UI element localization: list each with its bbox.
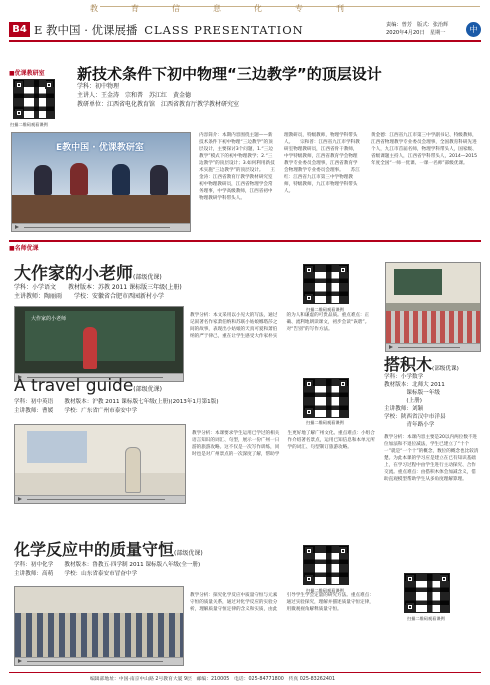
- lesson-meta: 学科：小学语文 教材版本：苏教 2011 课标版三年级(上册): [14, 284, 182, 291]
- article-title: 新技术条件下初中物理“三边教学”的顶层设计: [77, 65, 382, 83]
- play-icon[interactable]: [389, 345, 393, 349]
- qr-caption: 扫描二维码观看课例: [10, 122, 48, 127]
- video-banner: E教中国 · 优课教研室: [56, 143, 144, 153]
- lesson-meta: 学校：陕西省汉中市洋县: [384, 414, 446, 420]
- article-meta: [77, 82, 377, 109]
- page-number: B4: [9, 22, 30, 37]
- editor-line: 责编：曾芳 版式：张治辉: [386, 22, 449, 28]
- masthead-brand-en: CLASS PRESENTATION: [144, 23, 304, 37]
- play-icon[interactable]: [15, 225, 19, 229]
- play-icon[interactable]: [18, 659, 22, 663]
- lesson-meta-block: [384, 373, 480, 429]
- lesson-summary: 教学分析：本课要求学生运用已学过的相关语言知识的词汇、句型，展示一份广州一日游的旅游攻略。这不仅是一次写作训练，同时也是对广州景点的一次深度了解，帮助学生更好地了解广州文化。重点难点：小组合作介绍著名景点，运用已知信息和本单元所学的词汇、句型制订旅游攻略。: [192, 431, 375, 457]
- meta-line: 主讲人：王金涛 宗和普 苏江红 黄金德: [77, 92, 192, 99]
- lesson-meta: 青年路小学: [384, 422, 435, 428]
- meta-line: 学科：初中物理: [77, 83, 120, 90]
- teacher-figure: [83, 327, 97, 369]
- studio-desk: [12, 195, 191, 226]
- lesson-meta: 课标版一年级: [384, 390, 440, 396]
- play-icon[interactable]: [18, 497, 22, 501]
- banner-char: 刊: [336, 4, 344, 13]
- lesson-tag: (部级优课): [133, 386, 162, 393]
- video-controls[interactable]: [12, 223, 190, 231]
- qr-code[interactable]: [404, 573, 450, 613]
- lesson-title: [14, 376, 162, 396]
- video-player[interactable]: [385, 262, 481, 352]
- article-column: 内容简介：本期内容围绕主题——新技术条件下初中物理“三边教学”的顶层设计，主要探讨3个问题，1.“三边教学”模式下的初中物理教学；2.“三边教学”的顶层设计；3.如何利用新技术实施“三边教学”的顶层设计。 王金涛：江西省教育厅教学教材研究室初中物理教研员，江西省物理学会常务理事，中学高级教师，江西省初中物理教研学科带头人。: [199, 133, 275, 201]
- qr-caption: 扫描二维码观看课例: [306, 420, 344, 425]
- video-controls[interactable]: [386, 343, 480, 351]
- paper-logo-icon: [466, 22, 481, 37]
- lesson-summary: 教学分析：探究化学反应中质量守恒与元素守恒的质量关系，通过对化学反应的实验分析，理解质量守恒定律的含义和实质，由此引导学生学会定量的研究方法。重点难点：通过实验探究，理解并描述质量守恒定律，用微观视角解释质量守恒。: [190, 593, 374, 612]
- lesson-meta: 教材版本：北师大 2011: [384, 382, 445, 388]
- video-player[interactable]: [14, 586, 184, 666]
- qr-code[interactable]: [303, 264, 349, 304]
- lesson-tag: (部级优课): [432, 366, 459, 372]
- qr-caption: 扫描二维码观看课例: [306, 307, 344, 312]
- article-column: 理教研员，特级教师，物理学科带头人。 宗和普：江西省九江市学科教研室物理教研员，江西省骨干教师，中学特级教师，江西省教育学会物理教学专业委员会理事，江西省教育学会物理教学专业委员会理事。 苏江红：江西省九江市第三中学物理教师，特级教师，九江市物理学科带头人。: [284, 133, 360, 194]
- meta-line: 教研单位：江西省电化教育馆 江西省教育厅教学教材研究室: [77, 101, 240, 108]
- masthead-brand: E 教中国 · 优课展播: [34, 23, 138, 37]
- lesson-summary: 教学分析：本课内容主要是20以内两位数不进位加法和不退位减法，学生已建立了“十个一”就是“一个十”的概念，数位的概念也比较清楚。为此本课的学习应是建立在已有知识基础上，在学习过程中由学生进行主动探究、合作交流。重点难点：由搭积木体会加减含义，借助直观模型帮助学生从多角度理解算理。: [384, 435, 479, 482]
- lesson-meta: 学科：初中化学 教材版本：鲁教五·四学制 2011 课标版八年级(全一册): [14, 562, 201, 568]
- students-rows: [386, 311, 481, 346]
- lesson-meta: 主讲教师：刘颖: [384, 406, 424, 412]
- presenter: [34, 165, 52, 195]
- lesson-meta: 主讲教师：陶丽雨 学校：安徽省合肥市西园新村小学: [14, 293, 165, 300]
- banner-char: 信: [172, 4, 180, 13]
- progress-track[interactable]: [27, 499, 165, 500]
- students-rows: [15, 613, 184, 660]
- banner-char: 化: [254, 4, 262, 13]
- masthead-title: [34, 22, 304, 38]
- video-player[interactable]: [14, 306, 184, 382]
- lesson-title-text: 大作家的小老师: [14, 264, 133, 284]
- lesson-meta: 学科：初中英语 教材版本：沪教 2011 课标版七年级(上册)(2013年1月第1版): [14, 399, 219, 405]
- presenter: [150, 165, 168, 195]
- qr-caption: 扫描二维码观看课例: [306, 588, 344, 593]
- banner-char: 育: [131, 4, 139, 13]
- screen-board: [27, 431, 87, 463]
- banner-char: 教: [90, 4, 98, 13]
- chalkboard: [394, 269, 442, 295]
- video-controls[interactable]: [15, 495, 185, 503]
- logo-char: 中: [469, 25, 478, 34]
- masthead-rule: [9, 40, 481, 42]
- section-label: ■名师优课: [9, 245, 39, 252]
- teacher-figure: [125, 447, 141, 493]
- lesson-title: [14, 259, 162, 284]
- qr-code[interactable]: [303, 545, 349, 585]
- qr-code[interactable]: [13, 79, 55, 119]
- slide-text: 大作家的小老师: [31, 316, 67, 322]
- lesson-title-text: A travel guide: [14, 376, 134, 396]
- presenter: [70, 163, 88, 195]
- masthead: [9, 21, 481, 39]
- progress-track[interactable]: [24, 227, 170, 228]
- progress-track[interactable]: [398, 347, 460, 348]
- video-player[interactable]: [14, 424, 186, 504]
- progress-track[interactable]: [27, 661, 163, 662]
- lesson-tag: (部级优课): [174, 550, 203, 557]
- lesson-meta: (上册): [384, 398, 422, 404]
- video-controls[interactable]: [15, 657, 183, 665]
- qr-code[interactable]: [303, 378, 349, 418]
- footer-text: 编辑部地址：中国·南京中山路 2号教育大厦 9层 邮编：210005 电话：025-84771800 传真 025-83262401: [90, 677, 336, 682]
- lesson-title: [384, 352, 459, 375]
- issue-date: 2020年4月20日 星期一: [386, 30, 446, 36]
- lesson-summary: 教学分析：本文采用以小见大的写法，通过记叙著名作家萧伯纳和苏联小姑娘娜塔莎之间的故事，表现出小姑娘的天真可爱和萧伯纳的严于律己，重在让学生感受大作家朴实的为人和谦虚的可贵品质。重点难点：正确、流利地朗读课文，初步会读“诙谐”。对“告别”的写作方法。: [190, 313, 370, 339]
- lesson-title-text: 化学反应中的质量守恒: [14, 540, 175, 559]
- section-label: ■优课教研室: [9, 70, 45, 77]
- lesson-meta: 主讲教师：高萌 学校：山东省泰安市冒奋中学: [14, 571, 138, 577]
- presenter: [112, 164, 130, 195]
- classroom-wall: [15, 587, 184, 613]
- lesson-tag: (部级优课): [133, 274, 162, 281]
- lesson-meta: 主讲教师：曹媛 学校：广东省广州市泰安中学: [14, 408, 138, 414]
- video-player[interactable]: [11, 132, 191, 232]
- banner-char: 息: [213, 4, 221, 13]
- banner-char: 专: [295, 4, 303, 13]
- lesson-title-text: 搭积木: [384, 355, 433, 374]
- top-banner: [90, 3, 490, 15]
- qr-caption: 扫描二维码观看课例: [407, 616, 445, 621]
- section-rule: [9, 240, 481, 242]
- footer-rule: [9, 672, 481, 673]
- lesson-meta: 学科：小学数学: [384, 374, 424, 380]
- article-column: 黄金德：江西省九江市第三中学副书记、特级教师，江西省物理教学专业委员会理事，全国教育科研先进个人，九江市首届名师，物理学科带头人，国家级、省级课题主持人，江西省学科带头人，2014—2015年度全国“一师一优课、一课一名师”部级优课。: [371, 133, 478, 166]
- lesson-title: [14, 537, 203, 560]
